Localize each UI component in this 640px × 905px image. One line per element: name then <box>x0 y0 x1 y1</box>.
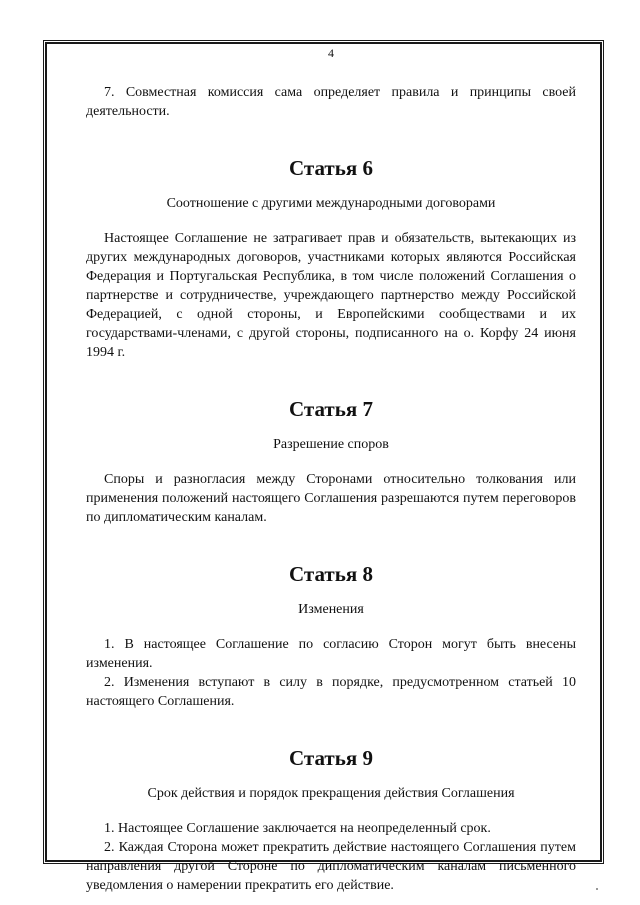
article-9-paragraph-2: 2. Каждая Сторона может прекратить действие настоящего Соглашения путем направления другой Стороне по дипломатическим каналам письменного уведомления о намерении прекратить его действие. <box>86 840 576 893</box>
article-9-heading: Статья 9 <box>289 746 373 770</box>
article-7-subtitle: Разрешение споров <box>273 437 389 452</box>
article-9-subtitle: Срок действия и порядок прекращения действия Соглашения <box>147 786 515 801</box>
article-6-heading: Статья 6 <box>289 156 373 180</box>
article-9-paragraph-1: 1. Настоящее Соглашение заключается на неопределенный срок. <box>104 821 491 836</box>
article-8-heading: Статья 8 <box>289 562 373 586</box>
article-6-subtitle: Соотношение с другими международными договорами <box>166 196 496 211</box>
article-6-paragraph: Настоящее Соглашение не затрагивает прав и обязательств, вытекающих из других международных договоров, участниками которых являются Российская Федерация и Португальская Республика, в том числе положений Соглашения о партнерстве и сотрудничестве, учреждающего партнерство между Российской Федерацией, с одной стороны, и Европейскими сообществами и их государствами-членами, с другой стороны, подписанного на о. Корфу 24 июня 1994 г. <box>86 231 576 360</box>
article-8-paragraph-1: 1. В настоящее Соглашение по согласию Сторон могут быть внесены изменения. <box>86 637 576 671</box>
scan-speck <box>596 888 598 890</box>
article-8-subtitle: Изменения <box>298 602 364 617</box>
article-8-paragraph-2: 2. Изменения вступают в силу в порядке, предусмотренном статьей 10 настоящего Соглашения. <box>86 675 576 709</box>
article-7-paragraph: Споры и разногласия между Сторонами относительно толкования или применения положений настоящего Соглашения разрешаются путем переговоров по дипломатическим каналам. <box>86 472 576 525</box>
paragraph-7-joint-commission: 7. Совместная комиссия сама определяет правила и принципы своей деятельности. <box>86 85 576 119</box>
document-page <box>86 44 576 895</box>
article-7-heading: Статья 7 <box>289 397 373 421</box>
page-number: 4 <box>328 46 334 60</box>
